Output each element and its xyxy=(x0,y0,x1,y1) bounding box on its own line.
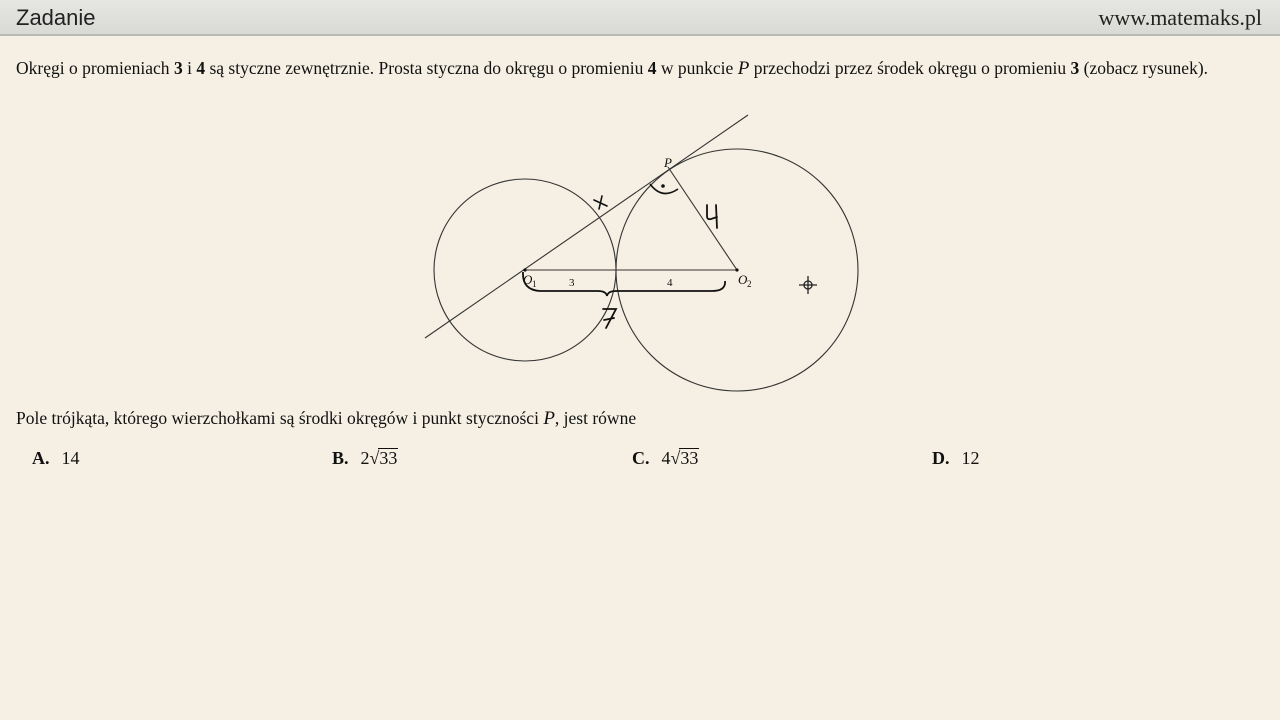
problem-text: Okręgi o promieniach xyxy=(16,58,174,78)
sqrt-expression xyxy=(671,448,700,469)
answer-coefficient: 2 xyxy=(360,448,370,468)
sqrt-expression xyxy=(370,448,399,469)
right-angle-mark xyxy=(650,184,678,193)
page-title: Zadanie xyxy=(16,5,96,30)
site-url[interactable]: www.matemaks.pl xyxy=(1098,5,1262,30)
answer-radicand: 33 xyxy=(379,448,398,468)
problem-text: są styczne zewnętrznie. Prosta styczna do okręgu o promieniu xyxy=(205,58,648,78)
label-radius-3: 3 xyxy=(569,277,575,289)
hand-x xyxy=(594,196,607,209)
answer-radicand: 33 xyxy=(680,448,699,468)
radius-value: 3 xyxy=(1070,58,1080,78)
tangent-line xyxy=(425,115,748,338)
label-o2-sub: 2 xyxy=(747,279,752,289)
center-o2-dot xyxy=(735,268,738,271)
header-bar xyxy=(0,0,1280,36)
sqrt-icon: √ xyxy=(369,448,380,468)
label-p: P xyxy=(664,155,672,170)
label-o1: O xyxy=(523,272,533,287)
radius-value: 4 xyxy=(196,58,206,78)
answer-option-b[interactable] xyxy=(332,448,398,469)
hand-seven xyxy=(603,309,616,328)
radius-value: 4 xyxy=(647,58,657,78)
answer-option-d[interactable] xyxy=(932,448,980,469)
large-circle xyxy=(616,149,858,391)
label-o1-sub: 1 xyxy=(532,279,537,289)
center-o1-dot xyxy=(523,268,526,271)
problem-text: (zobacz rysunek). xyxy=(1079,58,1209,78)
answer-value: 12 xyxy=(961,448,980,468)
radius-value: 3 xyxy=(173,58,183,78)
answer-letter: C. xyxy=(632,448,650,468)
radius-segment xyxy=(668,167,737,270)
answer-option-c[interactable] xyxy=(632,448,699,469)
answer-coefficient: 4 xyxy=(661,448,671,468)
sqrt-icon: √ xyxy=(670,448,681,468)
question-text xyxy=(16,408,636,430)
answer-value: 14 xyxy=(61,448,80,468)
point-label: P xyxy=(737,58,750,79)
point-label: P xyxy=(543,408,555,429)
label-o2: O xyxy=(738,272,748,287)
problem-text: przechodzi przez środek okręgu o promieniu xyxy=(749,58,1071,78)
answer-option-a[interactable] xyxy=(32,448,80,469)
answer-letter: B. xyxy=(332,448,349,468)
problem-text: i xyxy=(182,58,197,78)
answer-letter: A. xyxy=(32,448,50,468)
hand-four xyxy=(707,205,717,228)
problem-text: w punkcie xyxy=(656,58,738,78)
small-circle xyxy=(434,179,616,361)
question-part: , jest równe xyxy=(554,408,637,428)
hand-brace xyxy=(523,272,725,296)
label-radius-4: 4 xyxy=(667,277,673,289)
question-part: Pole trójkąta, którego wierzchołkami są środki okręgów i punkt styczności xyxy=(16,408,544,428)
right-angle-dot xyxy=(661,184,665,188)
answer-letter: D. xyxy=(932,448,950,468)
problem-statement xyxy=(16,56,1266,81)
crosshair-icon xyxy=(799,276,817,294)
